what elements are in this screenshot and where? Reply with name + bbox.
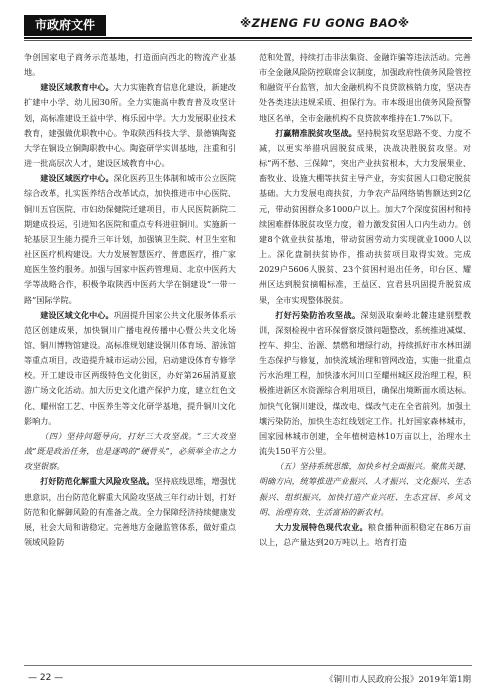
journal-title: 《铜川市人民政府公报》2019年第1期 (324, 675, 471, 685)
header-rule-thin (24, 40, 472, 41)
paragraph (259, 520, 471, 550)
header-rule (24, 37, 472, 39)
page-number: — 22 — (28, 673, 64, 683)
paragraph-body: 坚持底线思维，增强忧患意识，出台防范化解重大风险攻坚战三年行动计划，打好防范和化解御风险的有准备之战。全力保障经济持续健康发展，社会大局和谐稳定。完善地方金融监管体系，做好重点领域风险防 (24, 476, 236, 547)
page-header (0, 0, 495, 40)
paragraph: 范和处置，持续打击非法集资、金融诈骗等违法活动。完善市全金融风险防控联席会议制度，加强政府性债务风险管控和融资平台监管，加大金融机构不良贷款核销力度，坚决杏处各类违法违规采质、担保行为。市本级退出债务风险预警地区名单，全市金融机构不良贷款率维持在1.7%以下。 (259, 52, 471, 123)
paragraph-heading: 建设区域文化中心。 (40, 309, 114, 320)
section-intro: （五）坚持系统思维，加快乡村全面振兴。聚焦关键、明确方向，统筹推进产业振兴、人才振兴、文化振兴、生态振兴、组织振兴，加快打造产业兴旺、生态宜居、乡风文明、治理有效、生活富裕的新农村。 (259, 461, 471, 517)
footer-rule (24, 665, 472, 666)
paragraph-body: 巩固提升国家公共文化服务体系示范区创建成果，加快铜川广播电视传播中心暨公共文化场馆、铜川博物馆建设。高标准规划建设铜川体育场、游泳馆等重点项目，改造提升城市运动公园，启动建设体育专修学校。开工建设市区两级特色文化街区，办好第26届消夏旅游广场文化活动。加大历史文化遗产保护力度，建立红色文化、耀州窑工艺、中医养生等文化研学基地，提升铜川文化影响力。 (24, 309, 236, 426)
paragraph-heading: 打赢精准脱贫攻坚战。 (275, 127, 357, 138)
paragraph (24, 80, 236, 171)
paragraph (259, 126, 471, 308)
paragraph-body: 深化医药卫生体制和城市公立医院综合改革，扎实医养结合改革试点，加快推进市中心医院、铜川五官医院、市妇幼保健院迁建项目，市人民医院新院二期建成投运，引进知名医院和重点专科进驻铜川。实施新一轮基层卫生能力提升三年计划，加强镇卫生院、村卫生室和社区医疗机构建设。大力发展智慧医疗、普惠医疗，推广家庭医生签约服务。加强与国家中医药管理局、北京中医药大学等战略合作，积极争取陕西中医药大学在铜建设“一带一路”国际学院。 (24, 173, 236, 305)
paragraph-heading: 大力发展特色现代农业。 (275, 521, 368, 532)
paragraph (259, 308, 471, 460)
right-column (259, 50, 471, 648)
page-footer (0, 660, 495, 700)
paragraph-body: 深刻汲取秦岭北麓违建别墅教训，深刻检视中省环保督察反馈问题整改，系统推进减煤、控车、抑尘、治源、禁燃和增绿行动，持续抓好市水林田湖生态保护与修复，加快流域治理和管网改造，实施一批重点污水治理工程，加快漆水河川口至耀州城区段治理工程，积极推进新区水资源综合利用项目，确保出境断面水质达标。加快气化铜川建设，煤改电、煤改气走在全省前列。加强土壤污染防治，加快生态红线划定工作。扎好国家森林城市，国家园林城市创建，全年植树造林10万亩以上，治理水土流失150平方公里。 (259, 309, 471, 457)
paragraph: 争创国家电子商务示范基地，打造面向西北的物流产业基地。 (24, 52, 236, 78)
paragraph-heading: 建设区域医疗中心。 (40, 173, 114, 184)
paragraph (24, 171, 236, 307)
section-intro: （四）坚持问题导向，打好三大攻坚战。“三大攻坚战”既是政治任务，也是逐鸣的“硬骨头”，必须举全市之力攻坚银察。 (24, 430, 236, 472)
paragraph-body: 大力实施教育信息化建设，新建改扩建中小学、幼儿园30所。全力实施高中教育普及攻坚计划，高标准建设王益中学、梅乐园中学。大力发展职业技术教育，建强做优职教中心。争取陕西科技大学、景德镇陶瓷大学在铜设立铜陶职教中心。陶瓷研学实训基地，注重和引进一批高层次人才，建设区域教育中心。 (24, 82, 236, 169)
masthead: ※ZHENG FU GONG BAO※ (240, 16, 410, 30)
paragraph-heading: 打好防范化解重大风险攻坚战。 (40, 476, 155, 487)
section-label: 市政府文件 (24, 15, 106, 36)
paragraph-heading: 打好污染防治攻坚战。 (275, 309, 361, 320)
paragraph-body: 坚持脱贫攻坚思路不变、力度不减，以更实举措巩固脱贫成果，决战决胜脱贫攻坚。对标“两不愁、三保障”，突出产业扶贫根本，大力发展果业、畜牧业、设施大棚等扶贫主导产业，夯实贫困人口稳定脱贫基础。大力发展电商扶贫，力争农产品网络销售额达到2亿元，带动贫困群众多1000户以上。加大7个深度贫困村和持续困难群体脱贫攻坚力度，着力激发贫困人口内生动力。创建8个就业扶贫基地，带动贫困劳动力实现就业1000人以上。深化盘制扶贫协作，推动扶贫项目取得实效。完成2029户5606人脱贫、23个贫困村退出任务，印台区、耀州区达到脱贫摘帽标准，王益区、宜君县巩固提升脱贫成果，全市实现整体脱贫。 (259, 127, 471, 305)
paragraph (24, 474, 236, 550)
paragraph (24, 308, 236, 429)
paragraph-heading: 建设区域教育中心。 (40, 82, 114, 93)
paragraph-body: 粮食播种面积稳定在86万亩以上，总产量达到20万吨以上。培育打造 (259, 521, 471, 547)
left-column (24, 50, 236, 648)
